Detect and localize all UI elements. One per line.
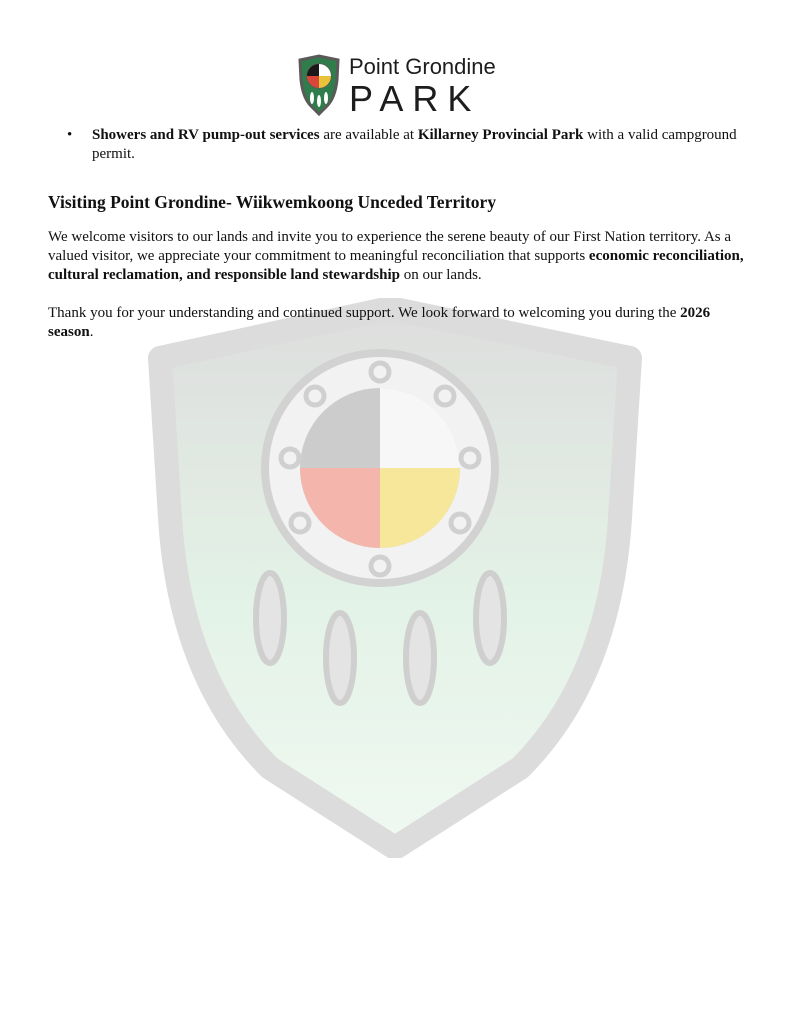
thanks-text-1: Thank you for your understanding and continued support. We look forward to welcoming you during the [48,305,681,321]
welcome-text-1: We welcome visitors to our lands and invite you to experience the serene beauty of our First Nation territory. As a valued visitor, we appreciate your commitment to meaningful reconciliation that supports [48,229,732,264]
thanks-bold-season: 2026 season [48,305,711,340]
document-body [48,126,748,342]
shield-logo-icon [297,54,341,116]
thanks-text-2: . [89,324,94,340]
bullet-dot-icon: • [67,127,73,143]
bullet-text-1: are available at [319,127,418,143]
thanks-paragraph [48,304,748,342]
welcome-bold: economic reconciliation, cultural reclamation, and responsible land stewardship [48,248,744,283]
watermark-emblem [140,298,650,858]
section-heading: Visiting Point Grondine- Wiikwemkoong Unceded Territory [48,192,497,212]
bullet-bold-services: Showers and RV pump-out services [92,127,320,143]
welcome-paragraph [48,228,748,285]
bullet-bold-park: Killarney Provincial Park [417,127,584,143]
logo-text-line2: PARK [349,78,481,119]
welcome-text-2: on our lands. [400,267,482,283]
bullet-item-showers [48,126,748,164]
park-logo [297,52,497,120]
logo-text-line1: Point Grondine [349,54,496,79]
bullet-text-2: with a valid campground permit. [92,127,737,162]
